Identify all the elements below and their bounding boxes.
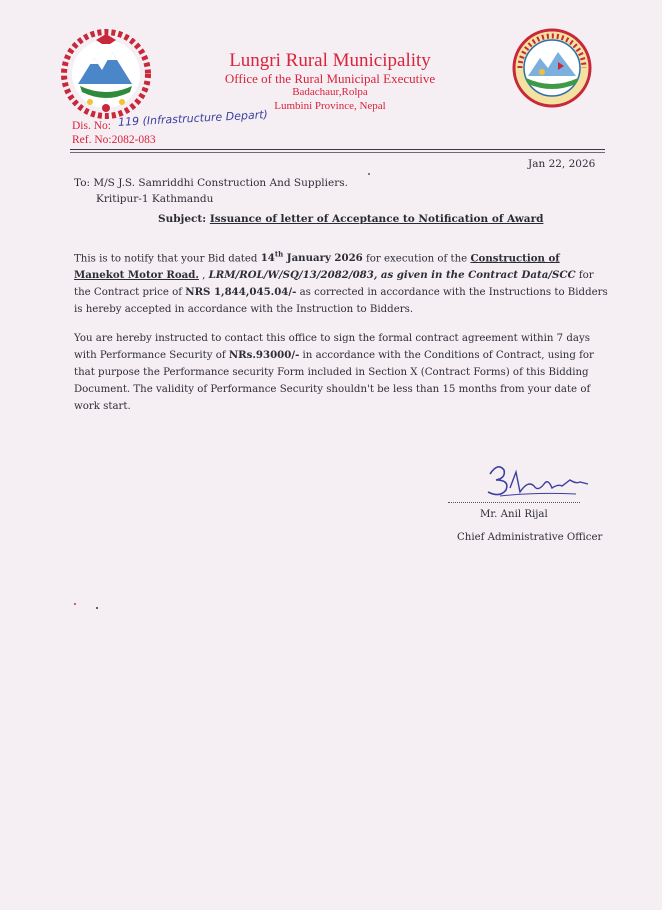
signatory-title: Chief Administrative Officer bbox=[457, 532, 603, 543]
subject-line bbox=[158, 213, 543, 225]
header-divider-thin bbox=[70, 152, 605, 153]
contract-id: LRM/ROL/W/SQ/13/2082/083, as given in the Contract Data/SCC bbox=[208, 269, 576, 282]
office-title: Office of the Rural Municipal Executive bbox=[224, 71, 436, 86]
para1-text-4: for the Contract price of bbox=[74, 270, 594, 299]
dispatch-number-label: Dis. No: bbox=[72, 120, 111, 132]
recipient-address: Kritipur-1 Kathmandu bbox=[96, 193, 214, 205]
para2-text-2: in accordance with the Conditions of Contract, using for that purpose the Performance security Form included in Section X (Contract Forms) of this Bidding Document. The validity of Performance Security shouldn't be less than 15 months from your date of work start. bbox=[74, 350, 594, 412]
subject-text: Issuance of letter of Acceptance to Notification of Award bbox=[209, 213, 544, 225]
paper-speck bbox=[96, 607, 98, 609]
para1-text-1: This is to notify that your Bid dated bbox=[74, 253, 261, 265]
reference-number: Ref. No:2082-083 bbox=[72, 134, 156, 146]
letter-date: Jan 22, 2026 bbox=[528, 158, 596, 170]
para1-text-3: , bbox=[198, 270, 209, 282]
address-line-1: Badachaur,Rolpa bbox=[292, 86, 368, 98]
handwritten-signature bbox=[476, 458, 596, 502]
contract-price: NRS 1,844,045.04/- bbox=[185, 286, 297, 299]
nepal-emblem-logo bbox=[60, 28, 152, 120]
paragraph-notification bbox=[74, 246, 608, 318]
para2-text-1: You are hereby instructed to contact this office to sign the formal contract agreement within 7 days with Performance Security of bbox=[74, 333, 590, 361]
performance-security-amount: NRs.93000/- bbox=[228, 349, 300, 361]
para1-text-5: as corrected in accordance with the Instructions to Bidders is hereby accepted in accordance with the Instruction to Bidders. bbox=[74, 287, 608, 316]
signatory-name: Mr. Anil Rijal bbox=[480, 509, 548, 520]
paper-speck bbox=[74, 603, 76, 605]
address-line-2: Lumbini Province, Nepal bbox=[274, 100, 386, 112]
paper-speck bbox=[368, 173, 370, 175]
project-name: Construction of Manekot Motor Road. bbox=[74, 252, 560, 282]
bid-date-suffix: th bbox=[274, 250, 284, 259]
bid-date-day: 14 bbox=[260, 252, 275, 265]
signature-line bbox=[448, 502, 580, 503]
recipient-name: To: M/S J.S. Samriddhi Construction And Suppliers. bbox=[74, 177, 348, 189]
paragraph-instructions bbox=[74, 330, 608, 415]
municipality-logo bbox=[512, 28, 592, 108]
subject-label: Subject: bbox=[158, 213, 207, 225]
bid-date-rest: January 2026 bbox=[283, 252, 363, 265]
dispatch-number-handwritten: 119 (Infrastructure Depart) bbox=[117, 108, 269, 129]
municipality-name: Lungri Rural Municipality bbox=[229, 50, 431, 71]
para1-text-2: for execution of the bbox=[362, 253, 471, 265]
header-divider bbox=[70, 149, 605, 150]
